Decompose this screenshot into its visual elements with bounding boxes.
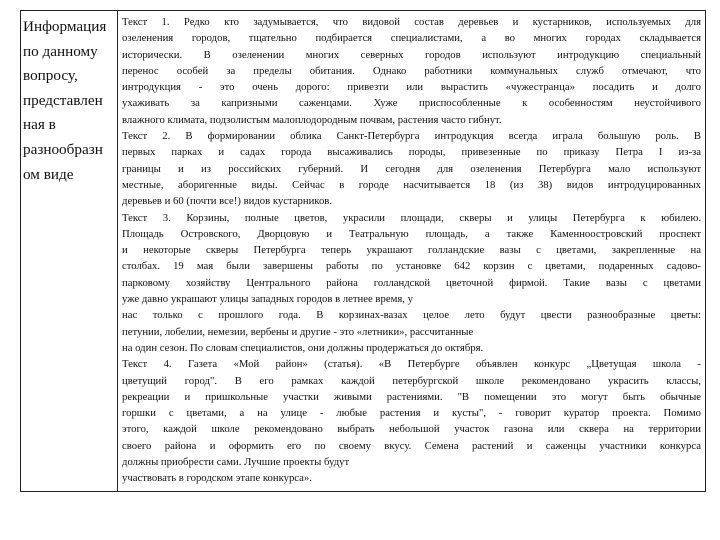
info-table bbox=[20, 10, 706, 492]
text-line: и некоторые скверы Петербурга теперь украшают голландские вазы с цветами, закрепленные на bbox=[122, 244, 701, 257]
text-line: влажного климата, подзолистым малоплодородным почвам, растения часто гибнут. bbox=[122, 113, 502, 126]
left-cell bbox=[21, 11, 118, 492]
text-line: парковому хозяйству Центрального района голландской цветочной фирмой. Такие вазы с цветами bbox=[122, 276, 701, 289]
text-line: границы и из российских губерний. И сегодня для озеленения Петербурга мало используют bbox=[122, 162, 701, 175]
left-cell-line: по данному bbox=[23, 42, 98, 60]
left-cell-line: ом виде bbox=[23, 165, 74, 183]
left-cell-line: представлен bbox=[23, 91, 103, 109]
text-line: петунии, лобелии, немезии, вербены и другие - это «летники», рассчитанные bbox=[122, 325, 474, 338]
text-line: озеленения городов, тщательно подбирается специалистами, а во многих городах складывается bbox=[122, 32, 701, 45]
text-line: рекреации и пришкольные участки живыми растениями. "В помещении это могут быть обычные bbox=[122, 390, 701, 403]
text-line: Площадь Островского, Дворцовую и Театральную площадь, а также Каменноостровский проспект bbox=[122, 227, 701, 240]
text-line: нас только с прошлого года. В корзинах-вазах целое лето будут цвести разнообразные цветы: bbox=[122, 309, 701, 322]
text-line: деревьев и 60 (почти все!) видов кустарников. bbox=[122, 195, 333, 208]
text-line: исторически. В озеленении многих северных городов используют интродукцию специальный bbox=[122, 48, 701, 61]
left-cell-line: разнообразн bbox=[23, 140, 103, 158]
text-line: своего района и оформить его по своему вкусу. Семена растений и саженцы участники конкурса bbox=[122, 439, 701, 452]
text-line: участвовать в городском этапе конкурса». bbox=[122, 472, 312, 485]
text-line: Текст 4. Газета «Мой район» (статья). «В Петербурге объявлен конкурс „Цветущая школа - bbox=[122, 358, 701, 371]
text-line: уже давно украшают улицы западных городов в летнее время, у bbox=[122, 293, 413, 306]
table-row bbox=[21, 11, 706, 492]
left-cell-line: Информация bbox=[23, 18, 107, 35]
text-line: Текст 1. Редко кто задумывается, что видовой состав деревьев и кустарников, используемых для bbox=[122, 16, 701, 28]
text-line: цветущий город". В его рамках каждой петербургской школе рекомендовано украсить классы, bbox=[122, 374, 701, 387]
right-cell bbox=[118, 11, 706, 492]
left-cell-line: вопросу, bbox=[23, 67, 78, 85]
text-line: столбах. 19 мая были завершены работы по установке 642 корзин с цветами, подаренных садово- bbox=[122, 260, 701, 273]
text-line: этого, каждой школе рекомендовано выбрать небольшой участок газона или сквера на территории bbox=[122, 423, 701, 436]
text-line: на один сезон. По словам специалистов, они должны продержаться до октября. bbox=[122, 341, 484, 354]
text-line: горшки с цветами, а на улице - любые растения и кусты", - говорит куратор проекта. Помимо bbox=[122, 407, 701, 420]
text-line: Текст 2. В формировании облика Санкт-Петербурга интродукция всегда играла большую роль. В bbox=[122, 130, 701, 143]
text-line: местные, аборигенные виды. Сейчас в городе насчитывается 18 (из 38) видов интродуцированных bbox=[122, 178, 701, 191]
text-line: должны приобрести сами. Лучшие проекты будут bbox=[122, 456, 350, 469]
text-line: Текст 3. Корзины, полные цветов, украсили площади, скверы и улицы Петербурга к юбилею. bbox=[122, 211, 701, 224]
text-line: перенос особей за пределы обитания. Однако работники коммунальных служб отмечают, что bbox=[122, 64, 701, 77]
text-line: первых парках и садах города высаживались породы, привезенные по приказу Петра I из-за bbox=[122, 146, 701, 159]
text-line: ухаживать за капризными саженцами. Хуже приспособленные к особенностям неустойчивого bbox=[122, 97, 701, 110]
left-cell-line: ная в bbox=[23, 116, 56, 134]
text-line: интродукция - это очень дорого: привезти или вырастить «чужестранца» посадить и долго bbox=[122, 81, 701, 94]
